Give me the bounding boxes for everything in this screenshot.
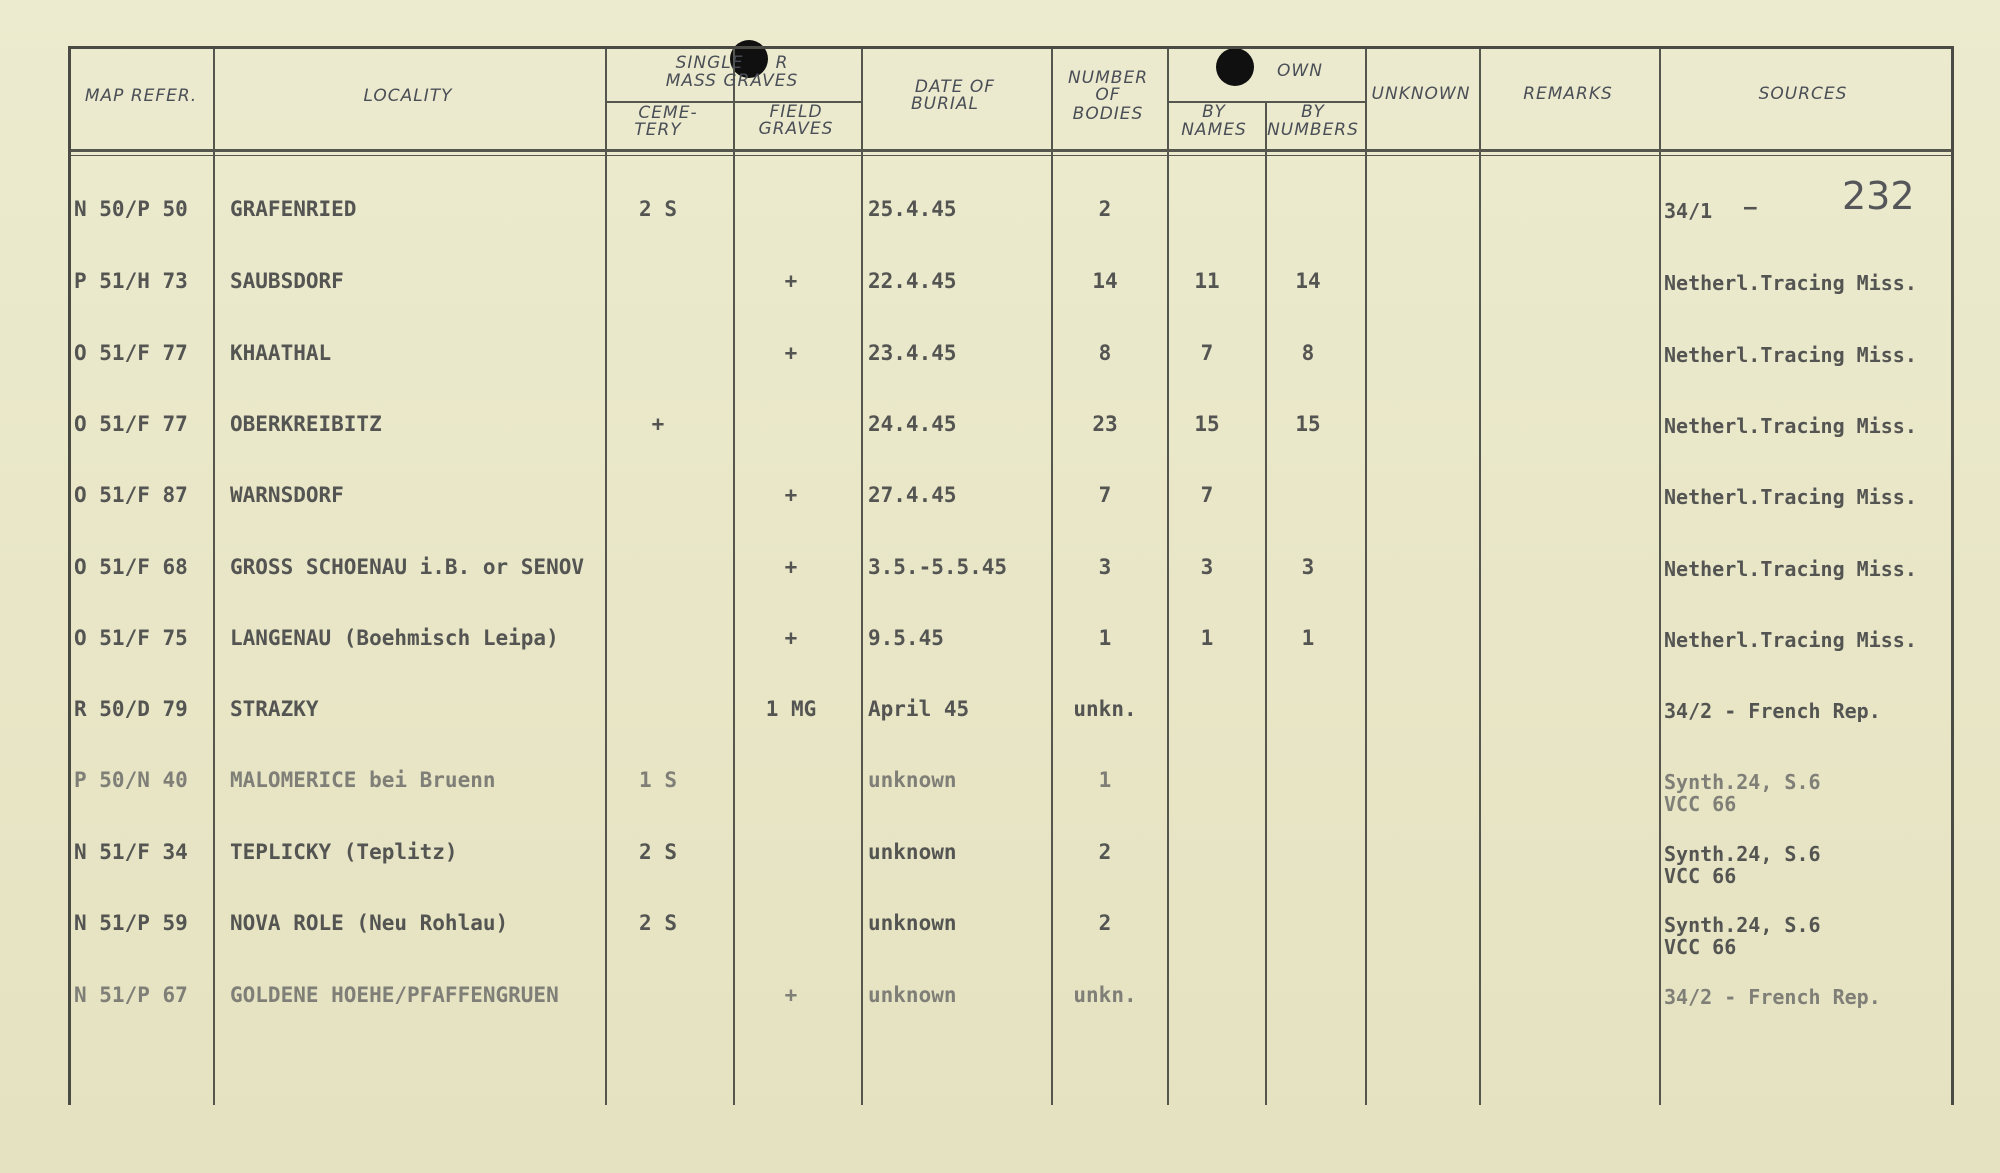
source-cell-line2: VCC 66 xyxy=(1664,864,1737,888)
cemetery-cell: 2 S xyxy=(639,911,677,935)
locality-cell: TEPLICKY (Teplitz) xyxy=(230,840,458,864)
date-of-burial-cell: unknown xyxy=(868,840,957,864)
header-field-l2: GRAVES xyxy=(758,119,834,139)
header-cemetery-l1: CEME- xyxy=(638,103,698,123)
header-number-l1: NUMBER xyxy=(1067,68,1149,88)
header-by-names-l1: BY xyxy=(1202,102,1226,122)
source-cell: Netherl.Tracing Miss. xyxy=(1664,414,1917,438)
locality-cell: KHAATHAL xyxy=(230,341,332,365)
date-of-burial-cell: 24.4.45 xyxy=(868,412,957,436)
field-graves-cell: + xyxy=(784,555,798,579)
source-cell: 34/1 xyxy=(1664,199,1713,223)
source-cell: Netherl.Tracing Miss. xyxy=(1664,628,1917,652)
header-by-names-l2: NAMES xyxy=(1181,120,1247,140)
cemetery-cell: 1 S xyxy=(639,768,677,792)
known-by-numbers-cell: 14 xyxy=(1295,269,1321,293)
number-of-bodies-cell: 1 xyxy=(1098,768,1112,792)
date-of-burial-cell: 9.5.45 xyxy=(868,626,944,650)
locality-cell: GROSS SCHOENAU i.B. or SENOV xyxy=(230,555,585,579)
locality-cell: MALOMERICE bei Bruenn xyxy=(230,768,496,792)
col-divider xyxy=(213,49,215,1105)
header-by-numbers-l2: NUMBERS xyxy=(1267,120,1359,140)
header-date-l1: DATE OF xyxy=(914,77,996,97)
date-of-burial-cell: 22.4.45 xyxy=(868,269,957,293)
header-sources: SOURCES xyxy=(1758,84,1848,104)
cemetery-cell: 2 S xyxy=(639,840,677,864)
known-by-names-cell: 3 xyxy=(1200,555,1214,579)
header-bottom-rule-2 xyxy=(71,155,1951,156)
col-divider xyxy=(861,49,863,1105)
subheader-rule xyxy=(1167,101,1365,103)
map-reference-cell: N 50/P 50 xyxy=(74,197,188,221)
header-mass-graves: MASS GRAVES xyxy=(665,71,799,91)
number-of-bodies-cell: 8 xyxy=(1098,341,1112,365)
header-map-refer: MAP REFER. xyxy=(84,86,198,106)
source-cell: Netherl.Tracing Miss. xyxy=(1664,485,1917,509)
header-bottom-rule xyxy=(71,149,1951,152)
known-by-names-cell: 7 xyxy=(1200,483,1214,507)
source-cell: Netherl.Tracing Miss. xyxy=(1664,557,1917,581)
source-cell: Netherl.Tracing Miss. xyxy=(1664,343,1917,367)
handwritten-page-number: 232 xyxy=(1842,174,1915,218)
header-field-l1: FIELD xyxy=(769,102,823,122)
date-of-burial-cell: 25.4.45 xyxy=(868,197,957,221)
known-by-names-cell: 7 xyxy=(1200,341,1214,365)
header-single-mass-l1 xyxy=(604,55,860,72)
col-divider xyxy=(1365,49,1367,1105)
locality-cell: GRAFENRIED xyxy=(230,197,357,221)
date-of-burial-cell: 27.4.45 xyxy=(868,483,957,507)
number-of-bodies-cell: 23 xyxy=(1092,412,1118,436)
number-of-bodies-cell: 1 xyxy=(1098,626,1112,650)
header-remarks: REMARKS xyxy=(1523,84,1613,104)
field-graves-cell: + xyxy=(784,626,798,650)
number-of-bodies-cell: 2 xyxy=(1098,911,1112,935)
header-single-text: SINGLE xyxy=(675,53,744,73)
source-cell: Netherl.Tracing Miss. xyxy=(1664,271,1917,295)
header-number-l3: BODIES xyxy=(1072,104,1144,124)
known-by-names-cell: 15 xyxy=(1194,412,1220,436)
number-of-bodies-cell: 7 xyxy=(1098,483,1112,507)
map-reference-cell: R 50/D 79 xyxy=(74,697,188,721)
number-of-bodies-cell: 2 xyxy=(1098,840,1112,864)
source-cell-line2: VCC 66 xyxy=(1664,792,1737,816)
map-reference-cell: N 51/F 34 xyxy=(74,840,188,864)
col-divider xyxy=(1659,49,1661,1105)
source-cell: 34/2 - French Rep. xyxy=(1664,985,1881,1009)
map-reference-cell: O 51/F 68 xyxy=(74,555,188,579)
source-cell: Synth.24, S.6 xyxy=(1664,842,1821,866)
source-dash: — xyxy=(1744,195,1757,219)
date-of-burial-cell: unknown xyxy=(868,983,957,1007)
date-of-burial-cell: April 45 xyxy=(868,697,970,721)
number-of-bodies-cell: 14 xyxy=(1092,269,1118,293)
col-divider xyxy=(1479,49,1481,1105)
number-of-bodies-cell: unkn. xyxy=(1073,983,1137,1007)
map-reference-cell: P 51/H 73 xyxy=(74,269,188,293)
locality-cell: GOLDENE HOEHE/PFAFFENGRUEN xyxy=(230,983,559,1007)
date-of-burial-cell: unknown xyxy=(868,911,957,935)
locality-cell: NOVA ROLE (Neu Rohlau) xyxy=(230,911,509,935)
known-by-numbers-cell: 3 xyxy=(1301,555,1315,579)
header-date-l2: BURIAL xyxy=(910,94,980,114)
field-graves-cell: 1 MG xyxy=(765,697,817,721)
header-cemetery-l2: TERY xyxy=(634,120,682,140)
number-of-bodies-cell: 2 xyxy=(1098,197,1112,221)
date-of-burial-cell: 23.4.45 xyxy=(868,341,957,365)
header-by-numbers-l1: BY xyxy=(1301,102,1325,122)
map-reference-cell: O 51/F 77 xyxy=(74,341,188,365)
known-by-numbers-cell: 1 xyxy=(1301,626,1315,650)
map-reference-cell: N 51/P 67 xyxy=(74,983,188,1007)
locality-cell: OBERKREIBITZ xyxy=(230,412,382,436)
field-graves-cell: + xyxy=(784,983,798,1007)
map-reference-cell: O 51/F 87 xyxy=(74,483,188,507)
col-divider xyxy=(1265,101,1267,1105)
known-by-numbers-cell: 15 xyxy=(1295,412,1321,436)
locality-cell: STRAZKY xyxy=(230,697,319,721)
known-by-names-cell: 1 xyxy=(1200,626,1214,650)
field-graves-cell: + xyxy=(784,269,798,293)
known-by-numbers-cell: 8 xyxy=(1301,341,1315,365)
header-single-or: R xyxy=(775,53,789,73)
map-reference-cell: N 51/P 59 xyxy=(74,911,188,935)
field-graves-cell: + xyxy=(784,341,798,365)
header-locality: LOCALITY xyxy=(363,86,453,106)
number-of-bodies-cell: 3 xyxy=(1098,555,1112,579)
locality-cell: LANGENAU (Boehmisch Leipa) xyxy=(230,626,559,650)
field-graves-cell: + xyxy=(784,483,798,507)
number-of-bodies-cell: unkn. xyxy=(1073,697,1137,721)
source-cell-line2: VCC 66 xyxy=(1664,935,1737,959)
locality-cell: SAUBSDORF xyxy=(230,269,344,293)
map-reference-cell: O 51/F 77 xyxy=(74,412,188,436)
cemetery-cell: 2 S xyxy=(639,197,677,221)
source-cell: Synth.24, S.6 xyxy=(1664,770,1821,794)
map-reference-cell: P 50/N 40 xyxy=(74,768,188,792)
cemetery-cell: + xyxy=(651,412,665,436)
source-cell: 34/2 - French Rep. xyxy=(1664,699,1881,723)
map-reference-cell: O 51/F 75 xyxy=(74,626,188,650)
header-known: OWN xyxy=(1277,61,1323,81)
known-by-names-cell: 11 xyxy=(1194,269,1220,293)
source-cell: Synth.24, S.6 xyxy=(1664,913,1821,937)
date-of-burial-cell: 3.5.-5.5.45 xyxy=(868,555,1008,579)
header-number-l2: OF xyxy=(1095,85,1121,105)
locality-cell: WARNSDORF xyxy=(230,483,344,507)
header-unknown: UNKNOWN xyxy=(1371,84,1471,104)
date-of-burial-cell: unknown xyxy=(868,768,957,792)
